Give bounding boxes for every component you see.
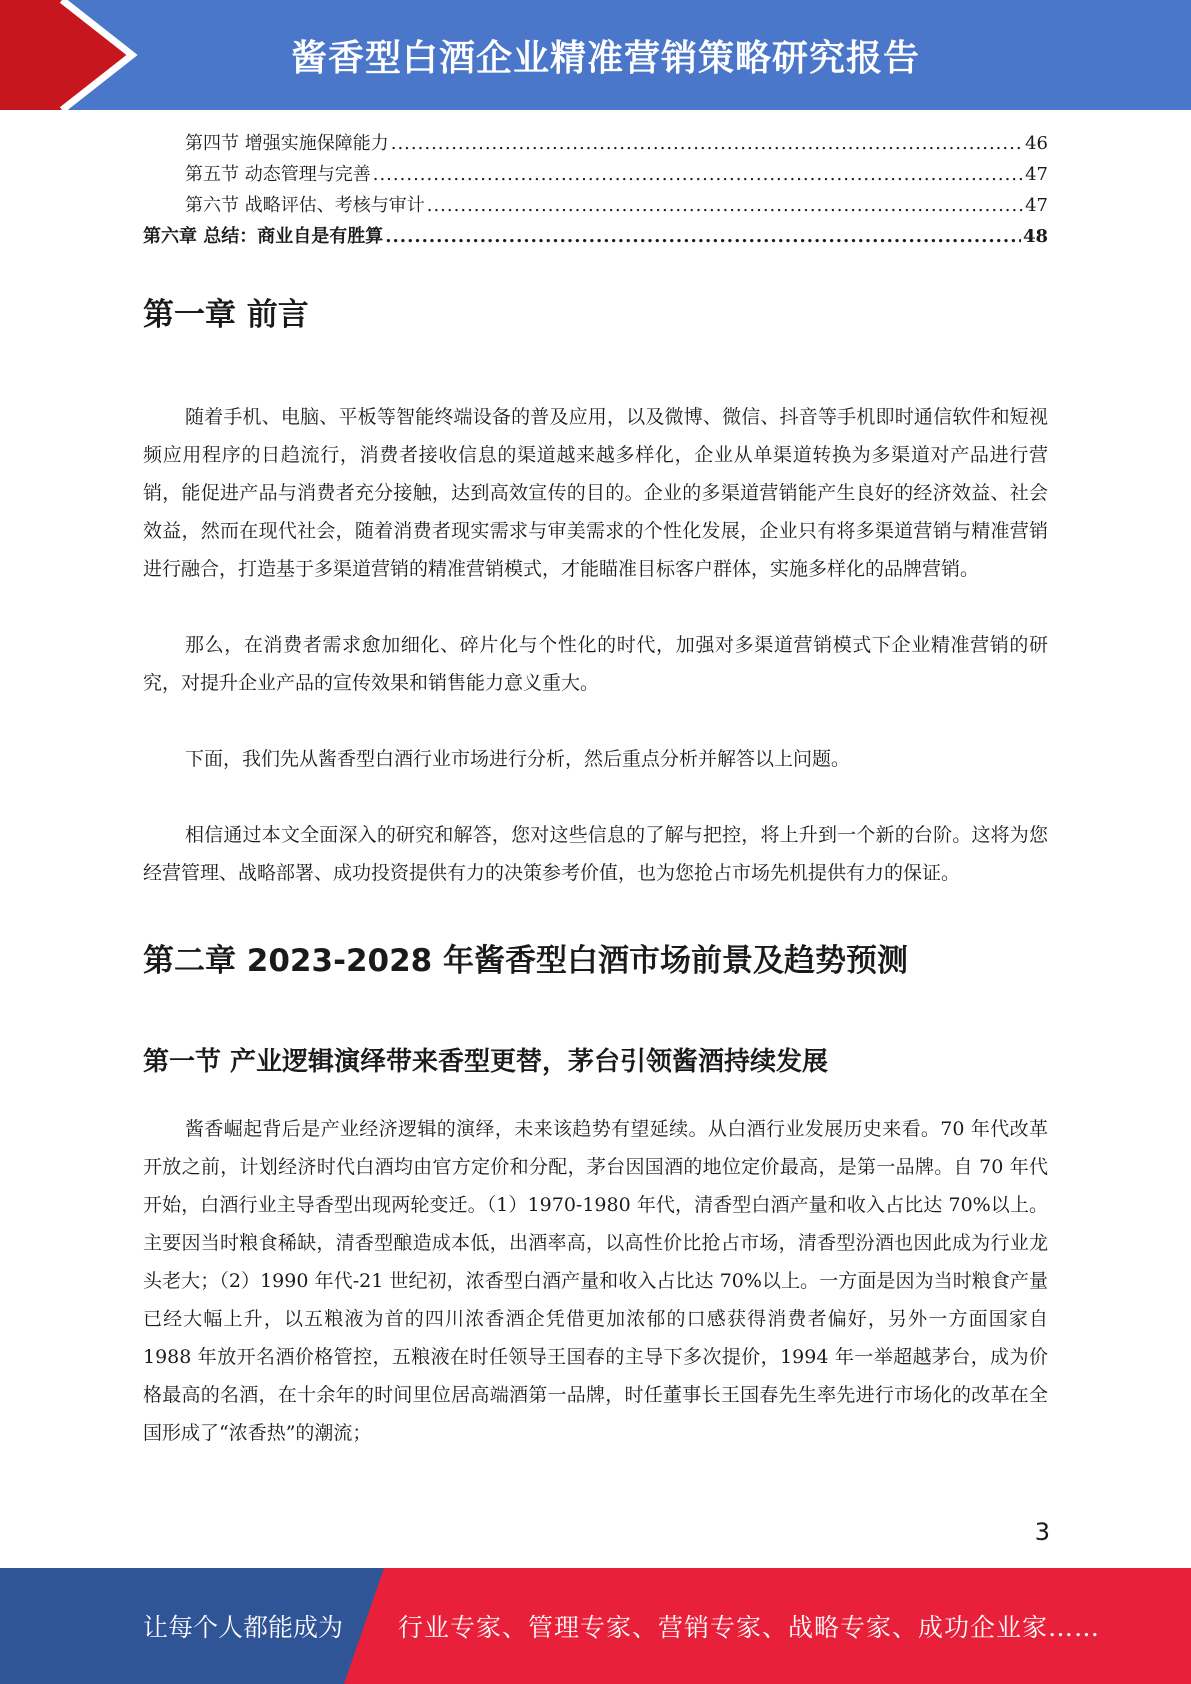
toc-entry[interactable] <box>143 128 1048 159</box>
footer-slogan-left: 让每个人都能成为 <box>143 1613 344 1642</box>
toc-leader-dots <box>391 128 1023 159</box>
toc-entry-label: 第五节 动态管理与完善 <box>185 164 371 185</box>
footer-band <box>0 1568 1191 1684</box>
toc-entry-label: 第四节 增强实施保障能力 <box>185 133 389 154</box>
toc-entry-label: 第六节 战略评估、考核与审计 <box>185 195 425 216</box>
table-of-contents <box>143 128 1048 252</box>
paragraph: 相信通过本文全面深入的研究和解答，您对这些信息的了解与把控，将上升到一个新的台阶。这将为您经营管理、战略部署、成功投资提供有力的决策参考价值，也为您抢占市场先机提供有力的保证。 <box>143 824 1048 884</box>
report-title: 酱香型白酒企业精准营销策略研究报告 <box>290 37 920 79</box>
footer-slogan-right: 行业专家、管理专家、营销专家、战略专家、成功企业家…… <box>398 1613 1101 1642</box>
page-number: 3 <box>1034 1518 1050 1546</box>
toc-entry-page: 47 <box>1025 164 1048 185</box>
toc-leader-dots <box>373 159 1023 190</box>
toc-entry-page: 47 <box>1025 195 1048 216</box>
paragraph: 酱香崛起背后是产业经济逻辑的演绎，未来该趋势有望延续。从白酒行业发展历史来看。70 年代改革开放之前，计划经济时代白酒均由官方定价和分配，茅台因国酒的地位定价最高，是第一品牌。自 70 年代开始，白酒行业主导香型出现两轮变迁。（1）1970-1980 年代，清香型白酒产量和收入占比达 70%以上。主要因当时粮食稀缺，清香型酿造成本低，出酒率高，以高性价比抢占市场，清香型汾酒也因此成为行业龙头老大；（2）1990 年代-21 世纪初，浓香型白酒产量和收入占比达 70%以上。一方面是因为当时粮食产量已经大幅上升，以五粮液为首的四川浓香酒企凭借更加浓郁的口感获得消费者偏好，另外一方面国家自 1988 年放开名酒价格管控，五粮液在时任领导王国春的主导下多次提价，1994 年一举超越茅台，成为价格最高的名酒，在十余年的时间里位居高端酒第一品牌，时任董事长王国春先生率先进行市场化的改革在全国形成了“浓香热”的潮流； <box>143 1118 1048 1444</box>
toc-entry-page: 46 <box>1025 133 1048 154</box>
paragraph: 随着手机、电脑、平板等智能终端设备的普及应用，以及微博、微信、抖音等手机即时通信软件和短视频应用程序的日趋流行，消费者接收信息的渠道越来越多样化，企业从单渠道转换为多渠道对产品进行营销，能促进产品与消费者充分接触，达到高效宣传的目的。企业的多渠道营销能产生良好的经济效益、社会效益，然而在现代社会，随着消费者现实需求与审美需求的个性化发展，企业只有将多渠道营销与精准营销进行融合，打造基于多渠道营销的精准营销模式，才能瞄准目标客户群体，实施多样化的品牌营销。 <box>143 406 1048 580</box>
toc-leader-dots <box>385 221 1021 252</box>
paragraph: 下面，我们先从酱香型白酒行业市场进行分析，然后重点分析并解答以上问题。 <box>185 748 851 770</box>
toc-chapter-entry[interactable] <box>143 221 1048 252</box>
toc-leader-dots <box>427 190 1023 221</box>
toc-entry[interactable] <box>143 159 1048 190</box>
toc-entry-label: 第六章 总结：商业自是有胜算 <box>143 226 384 247</box>
paragraph: 那么，在消费者需求愈加细化、碎片化与个性化的时代，加强对多渠道营销模式下企业精准营销的研究，对提升企业产品的宣传效果和销售能力意义重大。 <box>143 634 1048 694</box>
toc-entry-page: 48 <box>1022 226 1048 247</box>
chapter-heading: 第一章 前言 <box>143 297 309 333</box>
header-band <box>0 0 1191 110</box>
toc-entry[interactable] <box>143 190 1048 221</box>
document-body <box>143 290 1048 1452</box>
chapter-heading: 第二章 2023-2028 年酱香型白酒市场前景及趋势预测 <box>143 943 909 979</box>
section-heading: 第一节 产业逻辑演绎带来香型更替，茅台引领酱酒持续发展 <box>143 1047 829 1077</box>
